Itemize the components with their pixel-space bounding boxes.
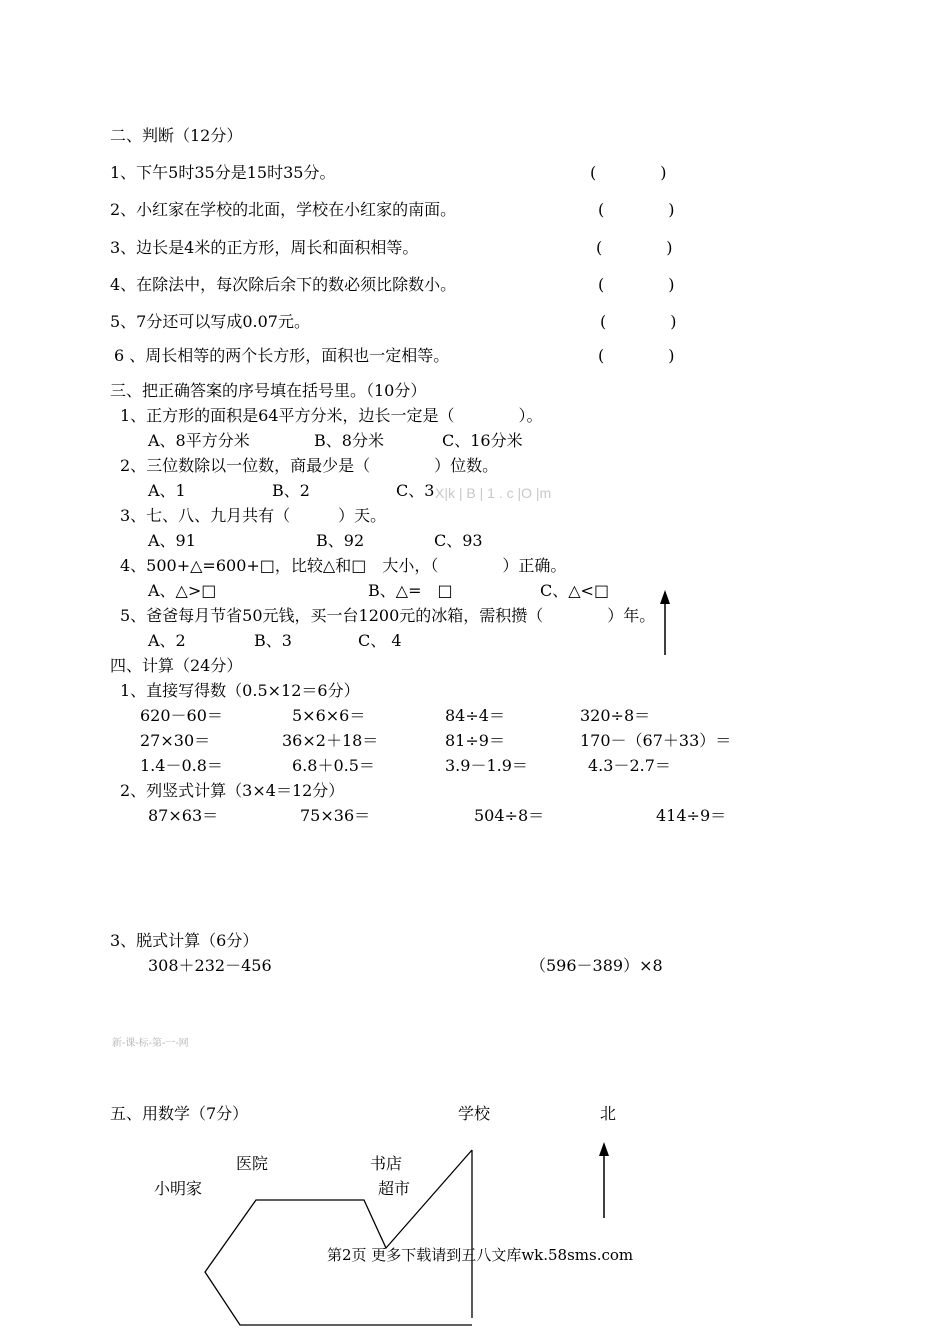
judge-bracket-4[interactable]: ( )	[598, 275, 675, 294]
north-arrow-upper	[660, 590, 670, 655]
choice-q1-a: A、8平方分米	[148, 431, 250, 450]
judge-item-5: 5、7分还可以写成0.07元。	[110, 312, 310, 331]
choice-q5-a: A、2	[148, 631, 186, 650]
judge-item-6: 6 、周长相等的两个长方形，面积也一定相等。	[114, 346, 450, 365]
choice-q3-b: B、92	[316, 531, 365, 550]
calc-step-1: 308＋232－456	[148, 956, 272, 975]
choice-q1-c: C、16分米	[442, 431, 523, 450]
watermark-xkb: X|k | B | 1 . c |O |m	[435, 485, 552, 501]
choice-q3-a: A、91	[148, 531, 196, 550]
choice-q1: 1、正方形的面积是64平方分米，边长一定是（ ）。	[120, 406, 543, 425]
choice-q5-c: C、 4	[358, 631, 402, 650]
choice-q4: 4、500+△=600+□，比较△和□ 大小，（ ）正确。	[120, 556, 567, 575]
judge-item-3: 3、边长是4米的正方形，周长和面积相等。	[110, 238, 419, 257]
choice-q2-b: B、2	[272, 481, 310, 500]
judge-bracket-1[interactable]: ( )	[590, 163, 667, 182]
choice-q3: 3、七、八、九月共有（ ）天。	[120, 506, 387, 525]
choice-q5: 5、爸爸每月节省50元钱，买一台1200元的冰箱，需积攒（ ）年。	[120, 606, 656, 625]
calc-step-2: （596－389）×8	[530, 956, 663, 975]
map-label-bookstore: 书店	[370, 1154, 403, 1173]
calc-step-title: 3、脱式计算（6分）	[110, 931, 259, 950]
calc-direct-r2c4: 170－（67＋33）＝	[580, 731, 732, 750]
apply-heading: 五、用数学（7分）	[110, 1104, 249, 1123]
judge-bracket-6[interactable]: ( )	[598, 346, 675, 365]
choice-q2-a: A、1	[148, 481, 186, 500]
choice-heading: 三、把正确答案的序号填在括号里。（10分）	[110, 381, 427, 400]
map-label-school: 学校	[458, 1104, 491, 1123]
calc-vertical-4: 414÷9＝	[656, 806, 727, 825]
calc-vertical-1: 87×63＝	[148, 806, 219, 825]
judge-heading: 二、判断（12分）	[110, 126, 243, 145]
calc-vertical-2: 75×36＝	[300, 806, 371, 825]
map-label-north: 北	[600, 1104, 617, 1123]
choice-q5-b: B、3	[254, 631, 292, 650]
calc-direct-r1c4: 320÷8＝	[580, 706, 651, 725]
calc-direct-r2c3: 81÷9＝	[445, 731, 505, 750]
page-footer: 第2页 更多下载请到五八文库wk.58sms.com	[327, 1246, 634, 1264]
choice-q1-b: B、8分米	[314, 431, 384, 450]
calc-direct-r3c2: 6.8＋0.5＝	[292, 756, 375, 775]
choice-q2-c: C、3	[396, 481, 435, 500]
calc-direct-r2c1: 27×30＝	[140, 731, 211, 750]
choice-q4-a: A、△>□	[148, 581, 217, 600]
judge-item-4: 4、在除法中，每次除后余下的数必须比除数小。	[110, 275, 457, 294]
choice-q4-b: B、△= □	[368, 581, 453, 600]
route-path-main	[205, 1150, 472, 1325]
calc-direct-r3c1: 1.4－0.8＝	[140, 756, 223, 775]
choice-q2: 2、三位数除以一位数，商最少是（ ）位数。	[120, 456, 499, 475]
calc-heading: 四、计算（24分）	[110, 656, 243, 675]
judge-item-2: 2、小红家在学校的北面，学校在小红家的南面。	[110, 200, 457, 219]
calc-direct-r1c3: 84÷4＝	[445, 706, 505, 725]
judge-bracket-3[interactable]: ( )	[596, 238, 673, 257]
choice-q3-c: C、93	[434, 531, 483, 550]
judge-bracket-5[interactable]: ( )	[600, 312, 677, 331]
calc-vertical-3: 504÷8＝	[474, 806, 545, 825]
calc-direct-r1c1: 620－60＝	[140, 706, 223, 725]
map-label-home: 小明家	[154, 1179, 203, 1198]
calc-direct-r3c3: 3.9－1.9＝	[445, 756, 528, 775]
calc-vertical-title: 2、列竖式计算（3×4＝12分）	[120, 781, 345, 800]
judge-item-1: 1、下午5时35分是15时35分。	[110, 163, 336, 182]
calc-direct-r2c2: 36×2＋18＝	[282, 731, 379, 750]
north-arrow-map	[599, 1142, 609, 1218]
choice-q4-c: C、△<□	[540, 581, 610, 600]
judge-bracket-2[interactable]: ( )	[598, 200, 675, 219]
map-label-market: 超市	[378, 1179, 411, 1198]
calc-direct-r3c4: 4.3－2.7＝	[588, 756, 671, 775]
map-label-hospital: 医院	[236, 1154, 269, 1173]
calc-direct-title: 1、直接写得数（0.5×12＝6分）	[120, 681, 360, 700]
calc-direct-r1c2: 5×6×6＝	[292, 706, 366, 725]
watermark-xinkebiao: 新-课-标-第-一-网	[112, 1038, 189, 1049]
